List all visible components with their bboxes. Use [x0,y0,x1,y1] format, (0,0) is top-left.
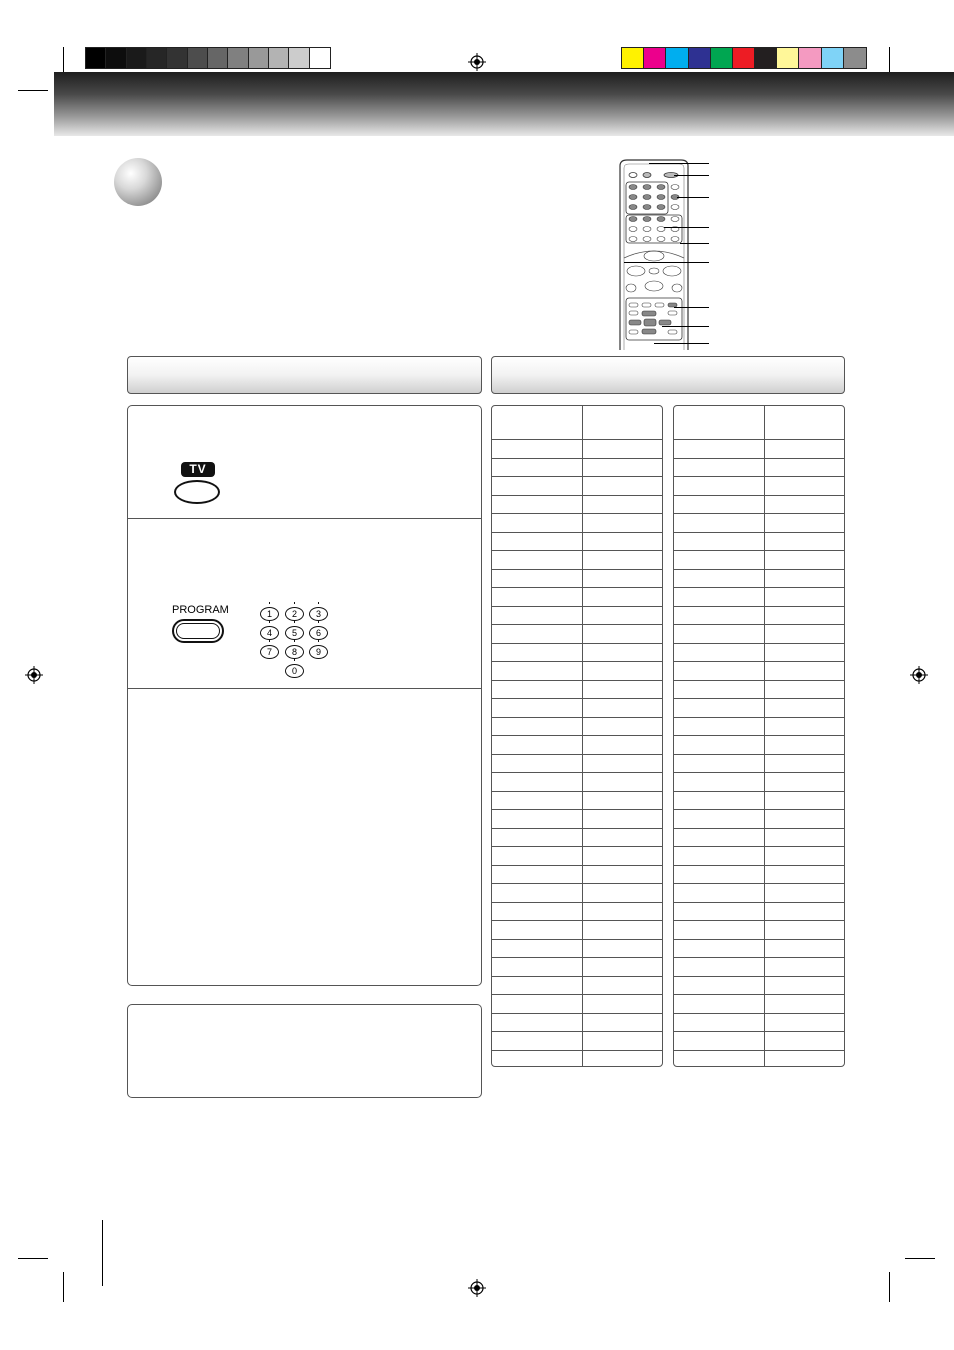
table-row [674,846,844,847]
table-row [674,791,844,792]
callout-line [680,243,709,244]
callout-line [624,262,709,263]
table-row [492,532,662,533]
color-swatch [249,48,269,68]
table-row [492,513,662,514]
tv-button [174,480,220,504]
table-row [674,495,844,496]
color-swatch [167,48,187,68]
table-row [492,1013,662,1014]
table-row [674,439,844,440]
color-swatch [106,48,126,68]
program-button [172,619,224,643]
callout-line [664,227,709,228]
crop-mark [18,1258,48,1259]
keypad-key-9: 9 [309,645,328,659]
keypad-key-7: 7 [260,645,279,659]
color-swatch [269,48,289,68]
table-row [674,735,844,736]
table-row [674,976,844,977]
table-row [492,846,662,847]
color-swatch [127,48,147,68]
section-bullet-sphere [114,158,162,206]
crop-mark [18,90,48,91]
table-row [674,809,844,810]
note-panel [127,1004,482,1098]
table-row [674,513,844,514]
table-row [492,735,662,736]
header-band [54,72,954,136]
registration-mark-icon [468,1279,486,1297]
table-row [674,865,844,866]
table-row [674,569,844,570]
table-row [674,624,844,625]
color-swatch [86,48,106,68]
table-row [674,957,844,958]
color-swatch [844,48,866,68]
callout-line [654,343,709,344]
keypad-key-3: 3 [309,607,328,621]
color-swatch [644,48,666,68]
color-bar [621,47,867,69]
table-row [492,643,662,644]
color-swatch [733,48,755,68]
color-swatch [188,48,208,68]
registration-mark-icon [25,666,43,684]
code-table-left [491,405,663,1067]
table-row [492,550,662,551]
keypad-key-1: 1 [260,607,279,621]
table-column-divider [582,406,583,1066]
table-row [674,532,844,533]
table-row [674,939,844,940]
table-row [492,680,662,681]
callout-line [649,163,709,164]
gray-scale-bar [85,47,331,69]
table-row [674,994,844,995]
step-divider [128,688,481,689]
callout-line [677,197,709,198]
table-row [492,828,662,829]
table-row [492,439,662,440]
crop-mark [63,1272,64,1302]
table-row [492,902,662,903]
color-swatch [755,48,777,68]
right-section-header [491,356,845,394]
table-row [674,476,844,477]
table-row [492,772,662,773]
color-swatch [799,48,821,68]
table-row [492,624,662,625]
keypad-key-6: 6 [309,626,328,640]
keypad-key-2: 2 [285,607,304,621]
table-row [492,495,662,496]
table-row [674,550,844,551]
table-row [492,939,662,940]
table-row [674,1031,844,1032]
table-row [492,587,662,588]
table-row [674,920,844,921]
table-row [674,883,844,884]
table-row [492,809,662,810]
table-row [492,865,662,866]
table-row [674,698,844,699]
table-row [492,698,662,699]
table-row [674,606,844,607]
table-row [492,606,662,607]
table-row [674,458,844,459]
table-row [492,458,662,459]
left-section-header [127,356,482,394]
table-row [674,661,844,662]
registration-mark-icon [468,53,486,71]
color-swatch [622,48,644,68]
color-swatch [711,48,733,68]
table-row [492,717,662,718]
table-row [492,791,662,792]
color-swatch [289,48,309,68]
keypad-key-4: 4 [260,626,279,640]
table-row [492,920,662,921]
program-button-label: PROGRAM [172,604,229,616]
table-row [492,994,662,995]
table-row [492,1050,662,1051]
color-swatch [147,48,167,68]
table-row [674,1050,844,1051]
color-swatch [689,48,711,68]
registration-mark-icon [910,666,928,684]
table-row [674,587,844,588]
table-row [674,717,844,718]
crop-mark [905,1258,935,1259]
table-row [492,569,662,570]
table-row [674,754,844,755]
table-row [492,754,662,755]
color-swatch [666,48,688,68]
color-swatch [208,48,228,68]
crop-mark [889,1272,890,1302]
table-row [492,883,662,884]
table-row [674,828,844,829]
callout-line [674,307,709,308]
code-table-right [673,405,845,1067]
table-row [492,476,662,477]
table-row [492,976,662,977]
table-row [674,1013,844,1014]
callout-line [662,326,709,327]
color-swatch [777,48,799,68]
table-row [674,902,844,903]
color-swatch [822,48,844,68]
remote-control-illustration [619,158,689,350]
callout-line [674,175,709,176]
table-row [674,772,844,773]
remote-control-icon [619,158,689,350]
page-edge-line [102,1220,103,1286]
keypad-key-5: 5 [285,626,304,640]
table-row [674,680,844,681]
step-divider [128,518,481,519]
table-row [492,1031,662,1032]
keypad-key-8: 8 [285,645,304,659]
tv-button-label: TV [181,462,215,477]
table-column-divider [764,406,765,1066]
table-row [492,957,662,958]
color-swatch [310,48,330,68]
table-row [492,661,662,662]
color-swatch [228,48,248,68]
table-row [674,643,844,644]
keypad-key-0: 0 [285,664,304,678]
